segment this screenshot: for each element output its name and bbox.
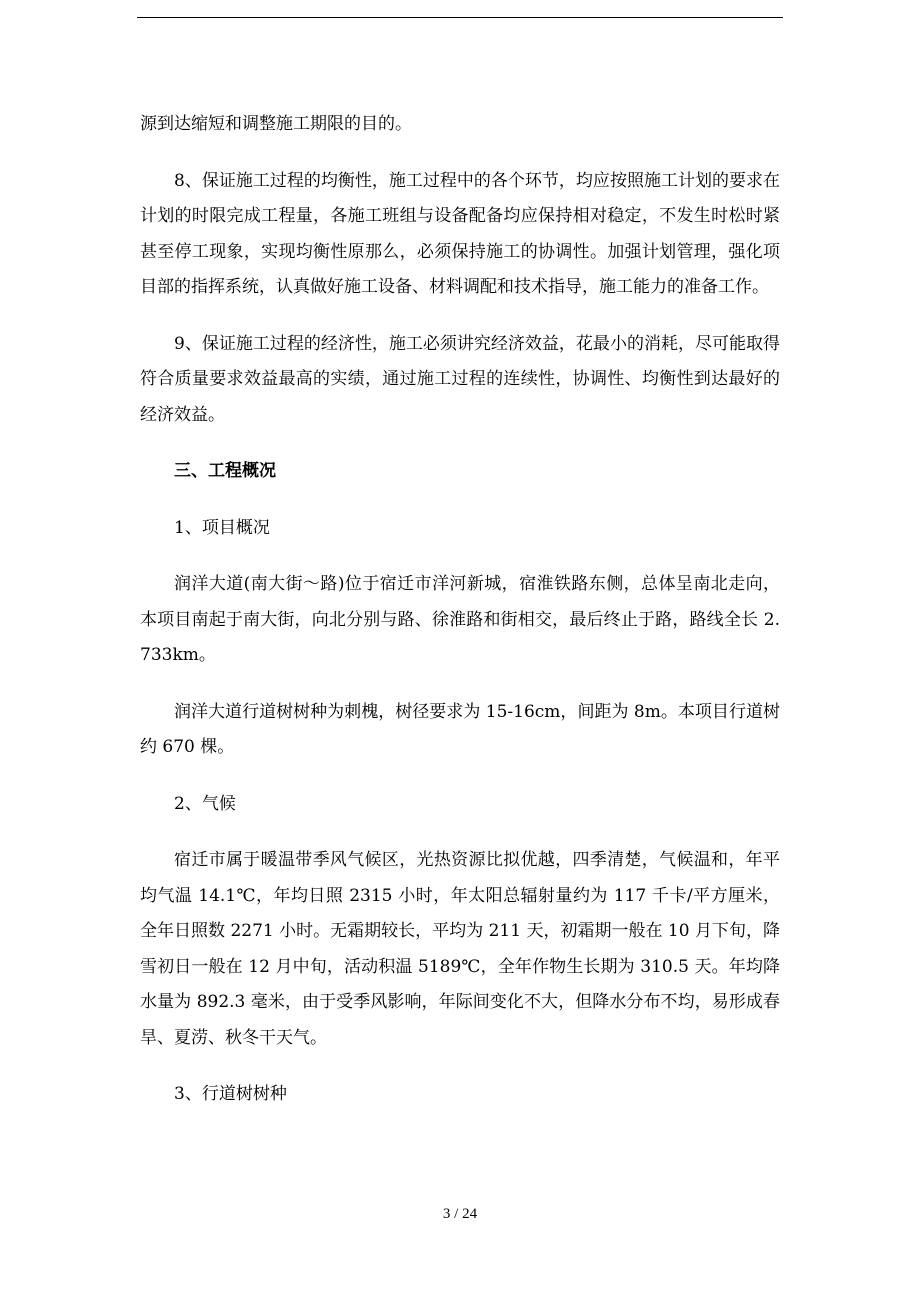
paragraph-gap [140, 674, 780, 695]
paragraph-climate: 宿迁市属于暖温带季风气候区，光热资源比拟优越，四季清楚，气候温和，年平均气温 14.1℃，年均日照 2315 小时，年太阳总辐射量约为 117 千卡/平方厘米，全年日照数 2271 小时。无霜期较长，平均为 211 天，初霜期一般在 10 月下旬，降雪初日一般在 12 月中旬，活动积温 5189℃，全年作物生长期为 310.5 天。年均降水量为 892.3 毫米，由于受季风影响，年际间变化不大，但降水分布不均，易形成春旱、夏涝、秋冬干天气。 [140, 850, 780, 1048]
paragraph-gap [140, 1056, 780, 1077]
subsection-heading-climate: 2、气候 [174, 793, 236, 814]
paragraph-project-overview: 润洋大道(南大街～路)位于宿迁市洋河新城，宿淮铁路东侧，总体呈南北走向，本项目南起于南大街，向北分别与路、徐淮路和街相交，最后终止于路，路线全长 2.733km。 [140, 574, 780, 665]
paragraph-tree-species: 润洋大道行道树树种为刺槐，树径要求为 15-16cm，间距为 8m。本项目行道树约 670 棵。 [140, 701, 780, 757]
paragraph-gap [140, 766, 780, 787]
paragraph-gap [140, 433, 780, 454]
paragraph-item-8: 8、保证施工过程的均衡性，施工过程中的各个环节，均应按照施工计划的要求在计划的时限完成工程量，各施工班组与设备配备均应保持相对稳定，不发生时松时紧甚至停工现象，实现均衡性原那么，必须保持施工的协调性。加强计划管理，强化项目部的指挥系统，认真做好施工设备、材料调配和技术指导，施工能力的准备工作。 [140, 170, 780, 297]
subsection-heading-street-trees: 3、行道树树种 [174, 1084, 287, 1104]
header-rule [137, 17, 783, 18]
paragraph-gap [140, 143, 780, 164]
paragraph-continuation: 源到达缩短和调整施工期限的目的。 [140, 114, 412, 134]
paragraph-gap [140, 822, 780, 843]
document-body [140, 107, 780, 1113]
subsection-heading-project: 1、项目概况 [174, 517, 270, 538]
paragraph-gap [140, 490, 780, 511]
paragraph-gap [140, 306, 780, 327]
page-number: 3 / 24 [442, 1206, 478, 1222]
section-heading: 三、工程概况 [174, 461, 276, 481]
paragraph-gap [140, 546, 780, 567]
paragraph-item-9: 9、保证施工过程的经济性，施工必须讲究经济效益，花最小的消耗，尽可能取得符合质量要求效益最高的实绩，通过施工过程的连续性，协调性、均衡性到达最好的经济效益。 [140, 333, 780, 425]
